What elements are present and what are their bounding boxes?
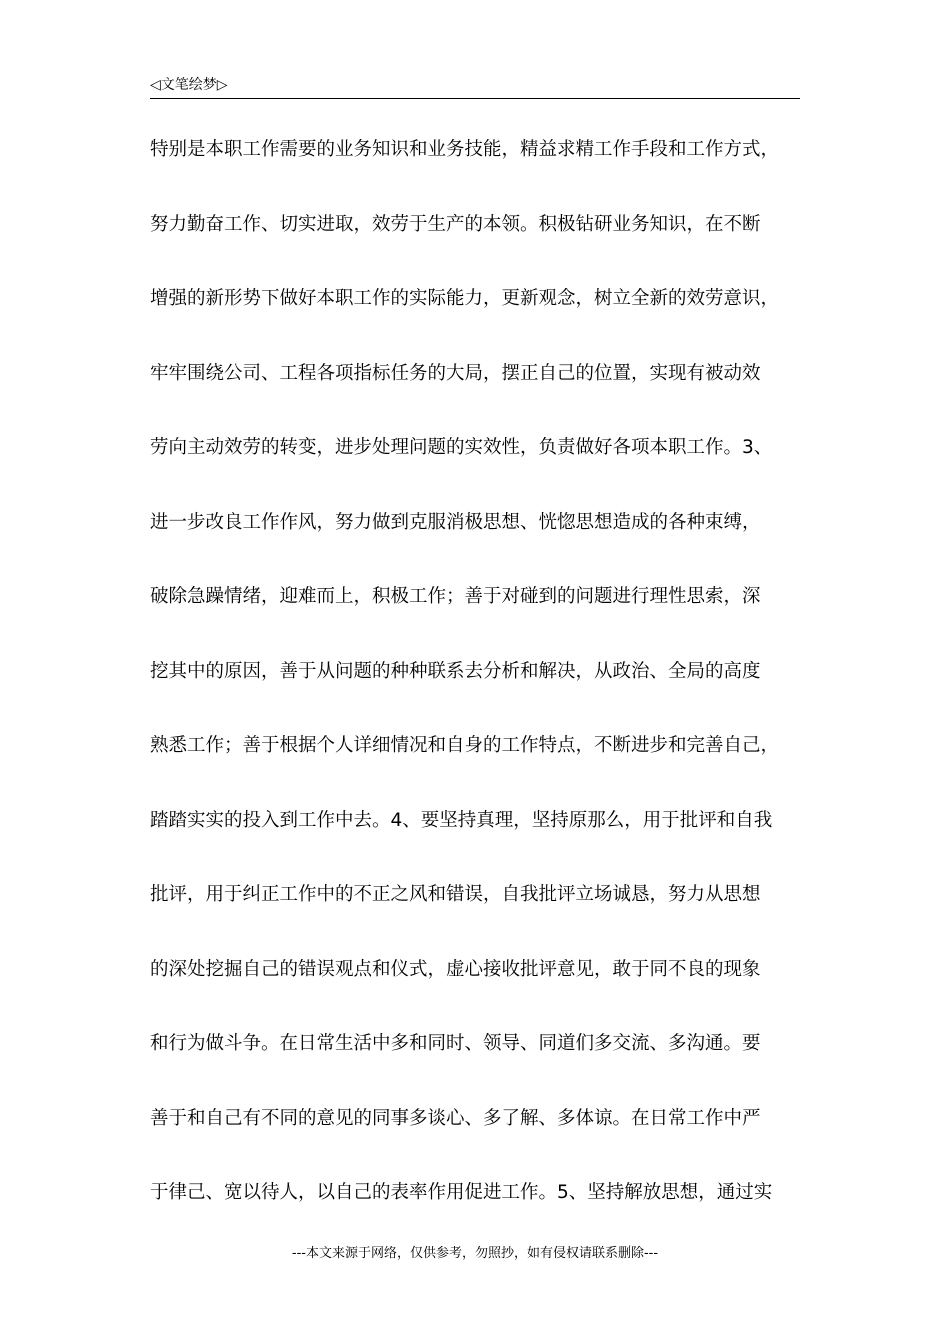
text-line: 善于和自己有不同的意见的同事多谈心、多了解、多体谅。在日常工作中严 bbox=[150, 1107, 761, 1129]
header-title: ◁文笔绘梦▷ bbox=[150, 77, 228, 93]
text-line: 破除急躁情绪，迎难而上，积极工作；善于对碰到的问题进行理性思索，深 bbox=[150, 586, 761, 607]
text-line: 和行为做斗争。在日常生活中多和同时、领导、同道们多交流、多沟通。要 bbox=[150, 1033, 761, 1054]
text-line: 牢牢围绕公司、工程各项指标任务的大局，摆正自己的位置，实现有被动效 bbox=[150, 362, 761, 384]
document-body bbox=[150, 130, 810, 1248]
text-line: 挖其中的原因，善于从问题的种种联系去分析和解决，从政治、全局的高度 bbox=[150, 660, 761, 682]
text-line: 特别是本职工作需要的业务知识和业务技能，精益求精工作手段和工作方式， bbox=[150, 139, 780, 160]
text-line: 熟悉工作；善于根据个人详细情况和自身的工作特点，不断进步和完善自己， bbox=[150, 735, 780, 756]
text-line: 努力勤奋工作、切实进取，效劳于生产的本领。积极钻研业务知识，在不断 bbox=[150, 213, 761, 235]
text-line: 增强的新形势下做好本职工作的实际能力，更新观念，树立全新的效劳意识， bbox=[150, 288, 780, 309]
text-line: 的深处挖掘自己的错误观点和仪式，虚心接收批评意见，敢于同不良的现象 bbox=[150, 958, 761, 980]
text-line: 进一步改良工作作风，努力做到克服消极思想、恍惚思想造成的各种束缚， bbox=[150, 511, 761, 533]
text-line: 批评，用于纠正工作中的不正之风和错误，自我批评立场诚恳，努力从思想 bbox=[150, 884, 761, 905]
text-line: 劳向主动效劳的转变，进步处理问题的实效性，负责做好各项本职工作。3、 bbox=[150, 437, 773, 458]
page-footer: ---本文来源于网络，仅供参考，勿照抄，如有侵权请联系删除--- bbox=[291, 1246, 659, 1261]
page-header bbox=[150, 74, 800, 99]
text-line: 于律己、宽以待人，以自己的表率作用促进工作。5、坚持解放思想，通过实 bbox=[150, 1182, 773, 1203]
text-line: 踏踏实实的投入到工作中去。4、要坚持真理，坚持原那么，用于批评和自我 bbox=[150, 809, 773, 831]
